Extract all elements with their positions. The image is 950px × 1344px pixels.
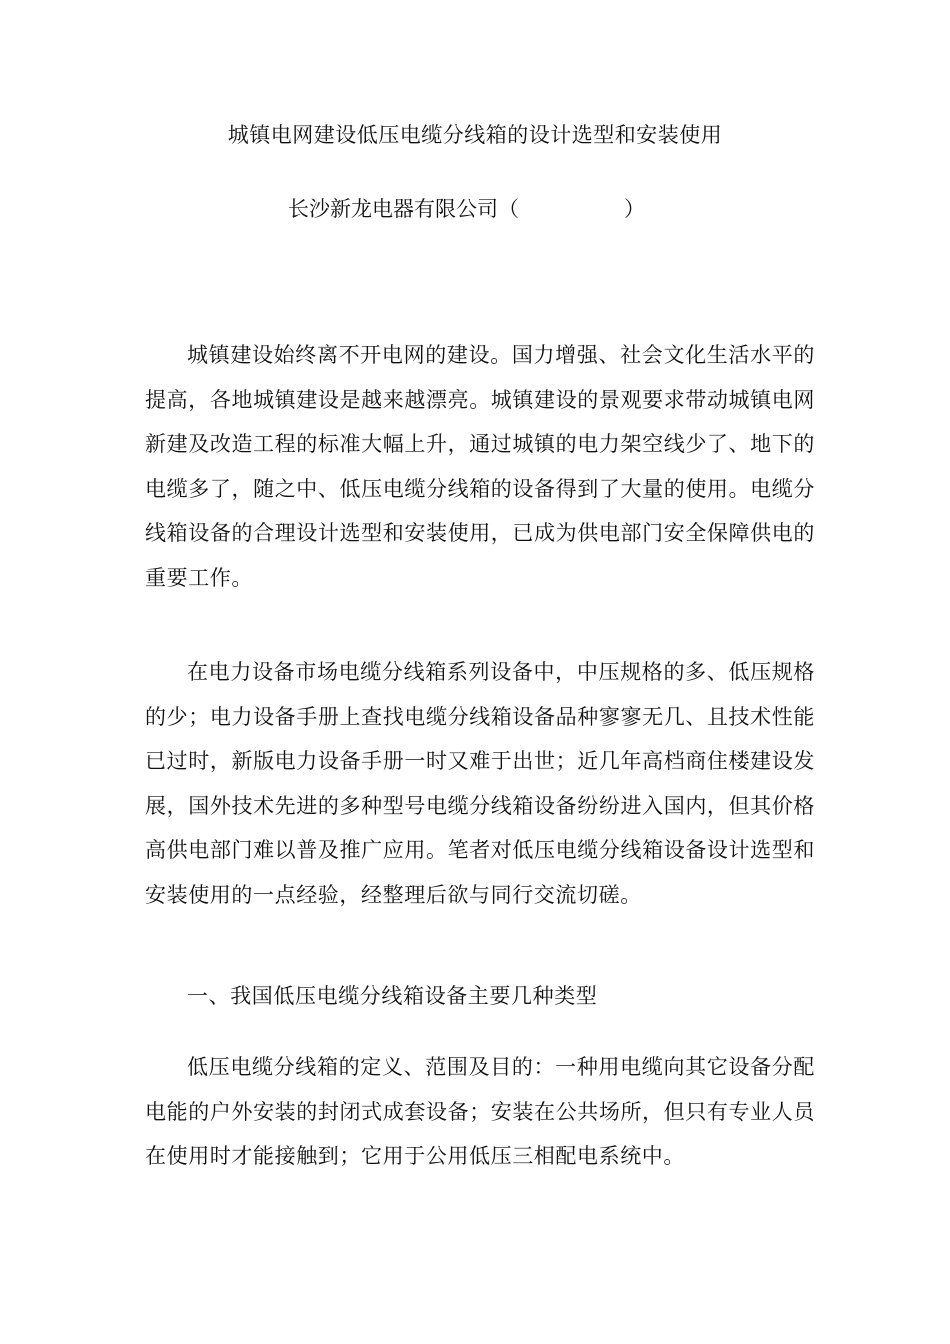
paragraph-market: 在电力设备市场电缆分线箱系列设备中，中压规格的多、低压规格的少；电力设备手册上查找电缆分线箱设备品种寥寥无几、且技术性能已过时，新版电力设备手册一时又难于出世；近几年高档商住楼建设发展，国外技术先进的多种型号电缆分线箱设备纷纷进入国内，但其价格高供电部门难以普及推广应用。笔者对低压电缆分线箱设备设计选型和安装使用的一点经验，经整理后欲与同行交流切磋。 (145, 660, 815, 907)
document-title: 城镇电网建设低压电缆分线箱的设计选型和安装使用 (227, 123, 723, 147)
section-heading: 一、我国低压电缆分线箱设备主要几种类型 (187, 984, 598, 1008)
author-line: 长沙新龙电器有限公司（ ） (288, 197, 645, 221)
paragraph-definition: 低压电缆分线箱的定义、范围及目的：一种用电缆向其它设备分配电能的户外安装的封闭式成套设备；安装在公共场所，但只有专业人员在使用时才能接触到；它用于公用低压三相配电系统中。 (145, 1055, 815, 1168)
paragraph-intro: 城镇建设始终离不开电网的建设。国力增强、社会文化生活水平的提高，各地城镇建设是越来越漂亮。城镇建设的景观要求带动城镇电网新建及改造工程的标准大幅上升，通过城镇的电力架空线少了、地下的电缆多了，随之中、低压电缆分线箱的设备得到了大量的使用。电缆分线箱设备的合理设计选型和安装使用，已成为供电部门安全保障供电的重要工作。 (145, 343, 815, 590)
